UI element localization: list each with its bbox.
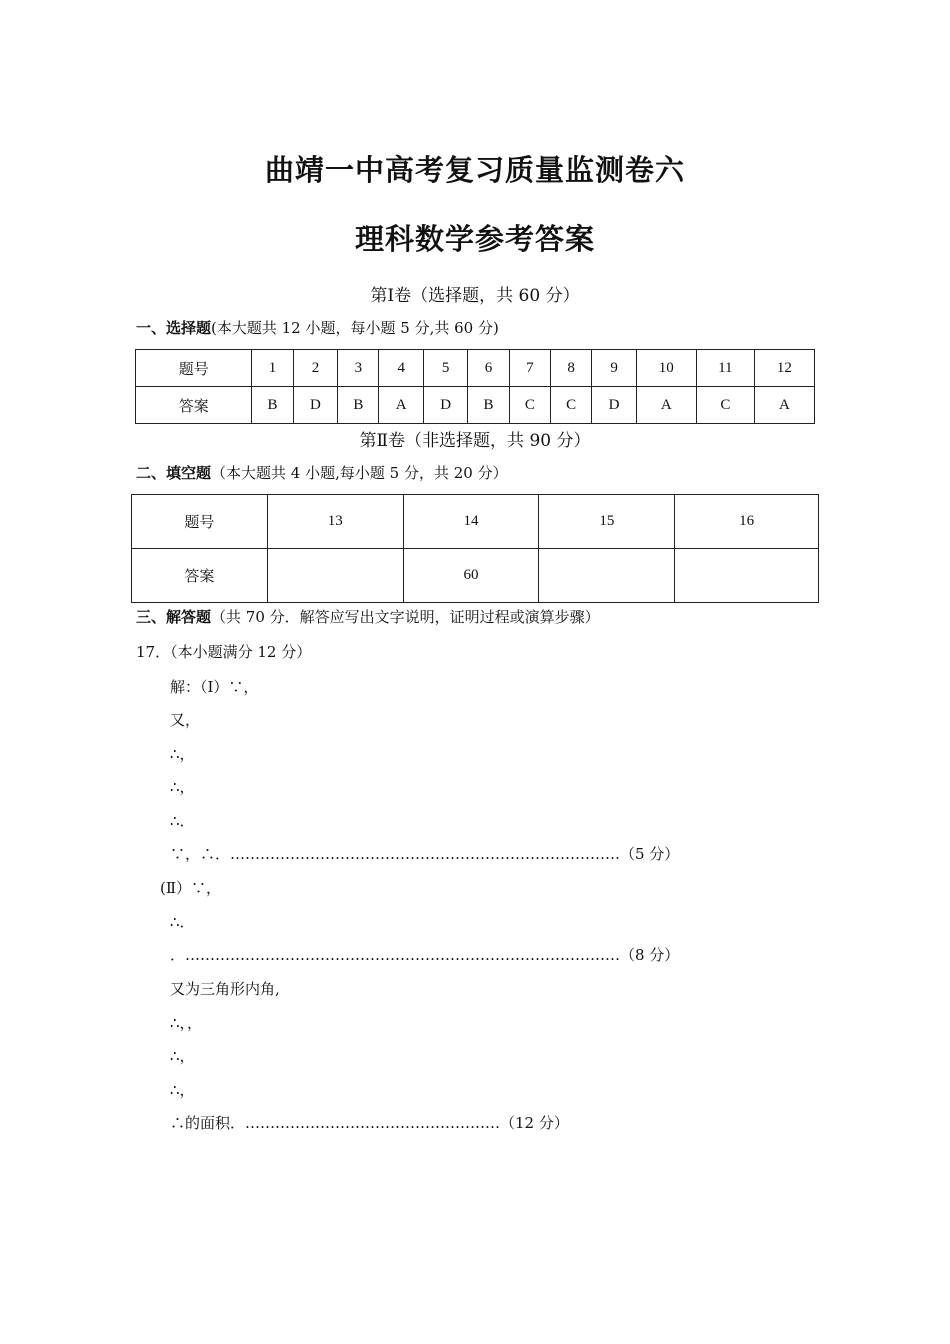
answer-cell [675, 549, 819, 603]
question-number: 9 [592, 350, 636, 387]
question-number: 7 [509, 350, 550, 387]
answer-cell: D [592, 387, 636, 424]
solution-line: ∴， [170, 778, 195, 796]
answer-cell: B [252, 387, 293, 424]
question-number: 2 [293, 350, 337, 387]
question-number: 1 [252, 350, 293, 387]
solution-line: 又为三角形内角, [170, 980, 280, 998]
answer-cell: D [293, 387, 337, 424]
section-3-title: 三、解答题 [136, 608, 212, 626]
table-row [132, 495, 819, 549]
solution-line: ∵，∴．……………………………………………………………………（5 分） [170, 845, 680, 863]
table-row [136, 387, 815, 424]
question-number: 13 [267, 495, 403, 549]
solution-line: ∴，， [170, 1014, 203, 1032]
answer-cell [267, 549, 403, 603]
volume-2-heading: 第Ⅱ卷（非选择题，共 90 分） [359, 431, 591, 451]
answer-cell: A [636, 387, 696, 424]
table-row [132, 549, 819, 603]
section-3-heading [136, 606, 600, 627]
table-row [136, 350, 815, 387]
answer-cell: 60 [403, 549, 539, 603]
solution-line: ∴的面积．……………………………………………（12 分） [170, 1114, 569, 1132]
document-subtitle: 理科数学参考答案 [354, 222, 595, 256]
row-header-answer: 答案 [132, 549, 268, 603]
question-number: 6 [468, 350, 509, 387]
question-number: 4 [379, 350, 423, 387]
solution-line: 又， [170, 711, 201, 729]
question-number: 12 [754, 350, 814, 387]
question-number: 3 [338, 350, 379, 387]
problem-17-header: 17．（本小题满分 12 分） [136, 643, 312, 661]
volume-1-heading: 第Ⅰ卷（选择题，共 60 分） [370, 286, 580, 306]
section-2-heading [136, 462, 508, 483]
section-3-note: （共 70 分．解答应写出文字说明，证明过程或演算步骤） [211, 608, 600, 626]
solution-line: (Ⅱ）∵， [160, 879, 222, 897]
section-2-note: （本大题共 4 小题,每小题 5 分，共 20 分） [211, 464, 508, 482]
row-header-number: 题号 [136, 350, 252, 387]
row-header-number: 题号 [132, 495, 268, 549]
answer-cell: A [379, 387, 423, 424]
answer-cell: C [696, 387, 754, 424]
answer-cell: C [551, 387, 592, 424]
solution-line: ∴． [170, 913, 195, 931]
fill-in-answer-table [131, 494, 819, 603]
solution-line: ∴， [170, 1081, 195, 1099]
question-number: 11 [696, 350, 754, 387]
solution-line: 解：（Ⅰ）∵， [170, 678, 259, 696]
section-2-title: 二、填空题 [136, 464, 212, 482]
question-number: 14 [403, 495, 539, 549]
answer-cell: D [423, 387, 467, 424]
row-header-answer: 答案 [136, 387, 252, 424]
question-number: 16 [675, 495, 819, 549]
multiple-choice-answer-table [135, 349, 815, 424]
question-number: 15 [539, 495, 675, 549]
solution-line: ∴． [170, 812, 195, 830]
section-1-heading [136, 317, 499, 338]
section-1-note: (本大题共 12 小题，每小题 5 分,共 60 分) [211, 319, 499, 337]
question-number: 5 [423, 350, 467, 387]
answer-cell: B [468, 387, 509, 424]
document-title: 曲靖一中高考复习质量监测卷六 [264, 153, 685, 187]
solution-line: ∴， [170, 745, 195, 763]
question-number: 8 [551, 350, 592, 387]
solution-line: ∴， [170, 1047, 195, 1065]
answer-cell: A [754, 387, 814, 424]
answer-cell: C [509, 387, 550, 424]
answer-cell [539, 549, 675, 603]
solution-line: ．……………………………………………………………………………（8 分） [170, 946, 680, 964]
answer-cell: B [338, 387, 379, 424]
section-1-title: 一、选择题 [136, 319, 212, 337]
question-number: 10 [636, 350, 696, 387]
